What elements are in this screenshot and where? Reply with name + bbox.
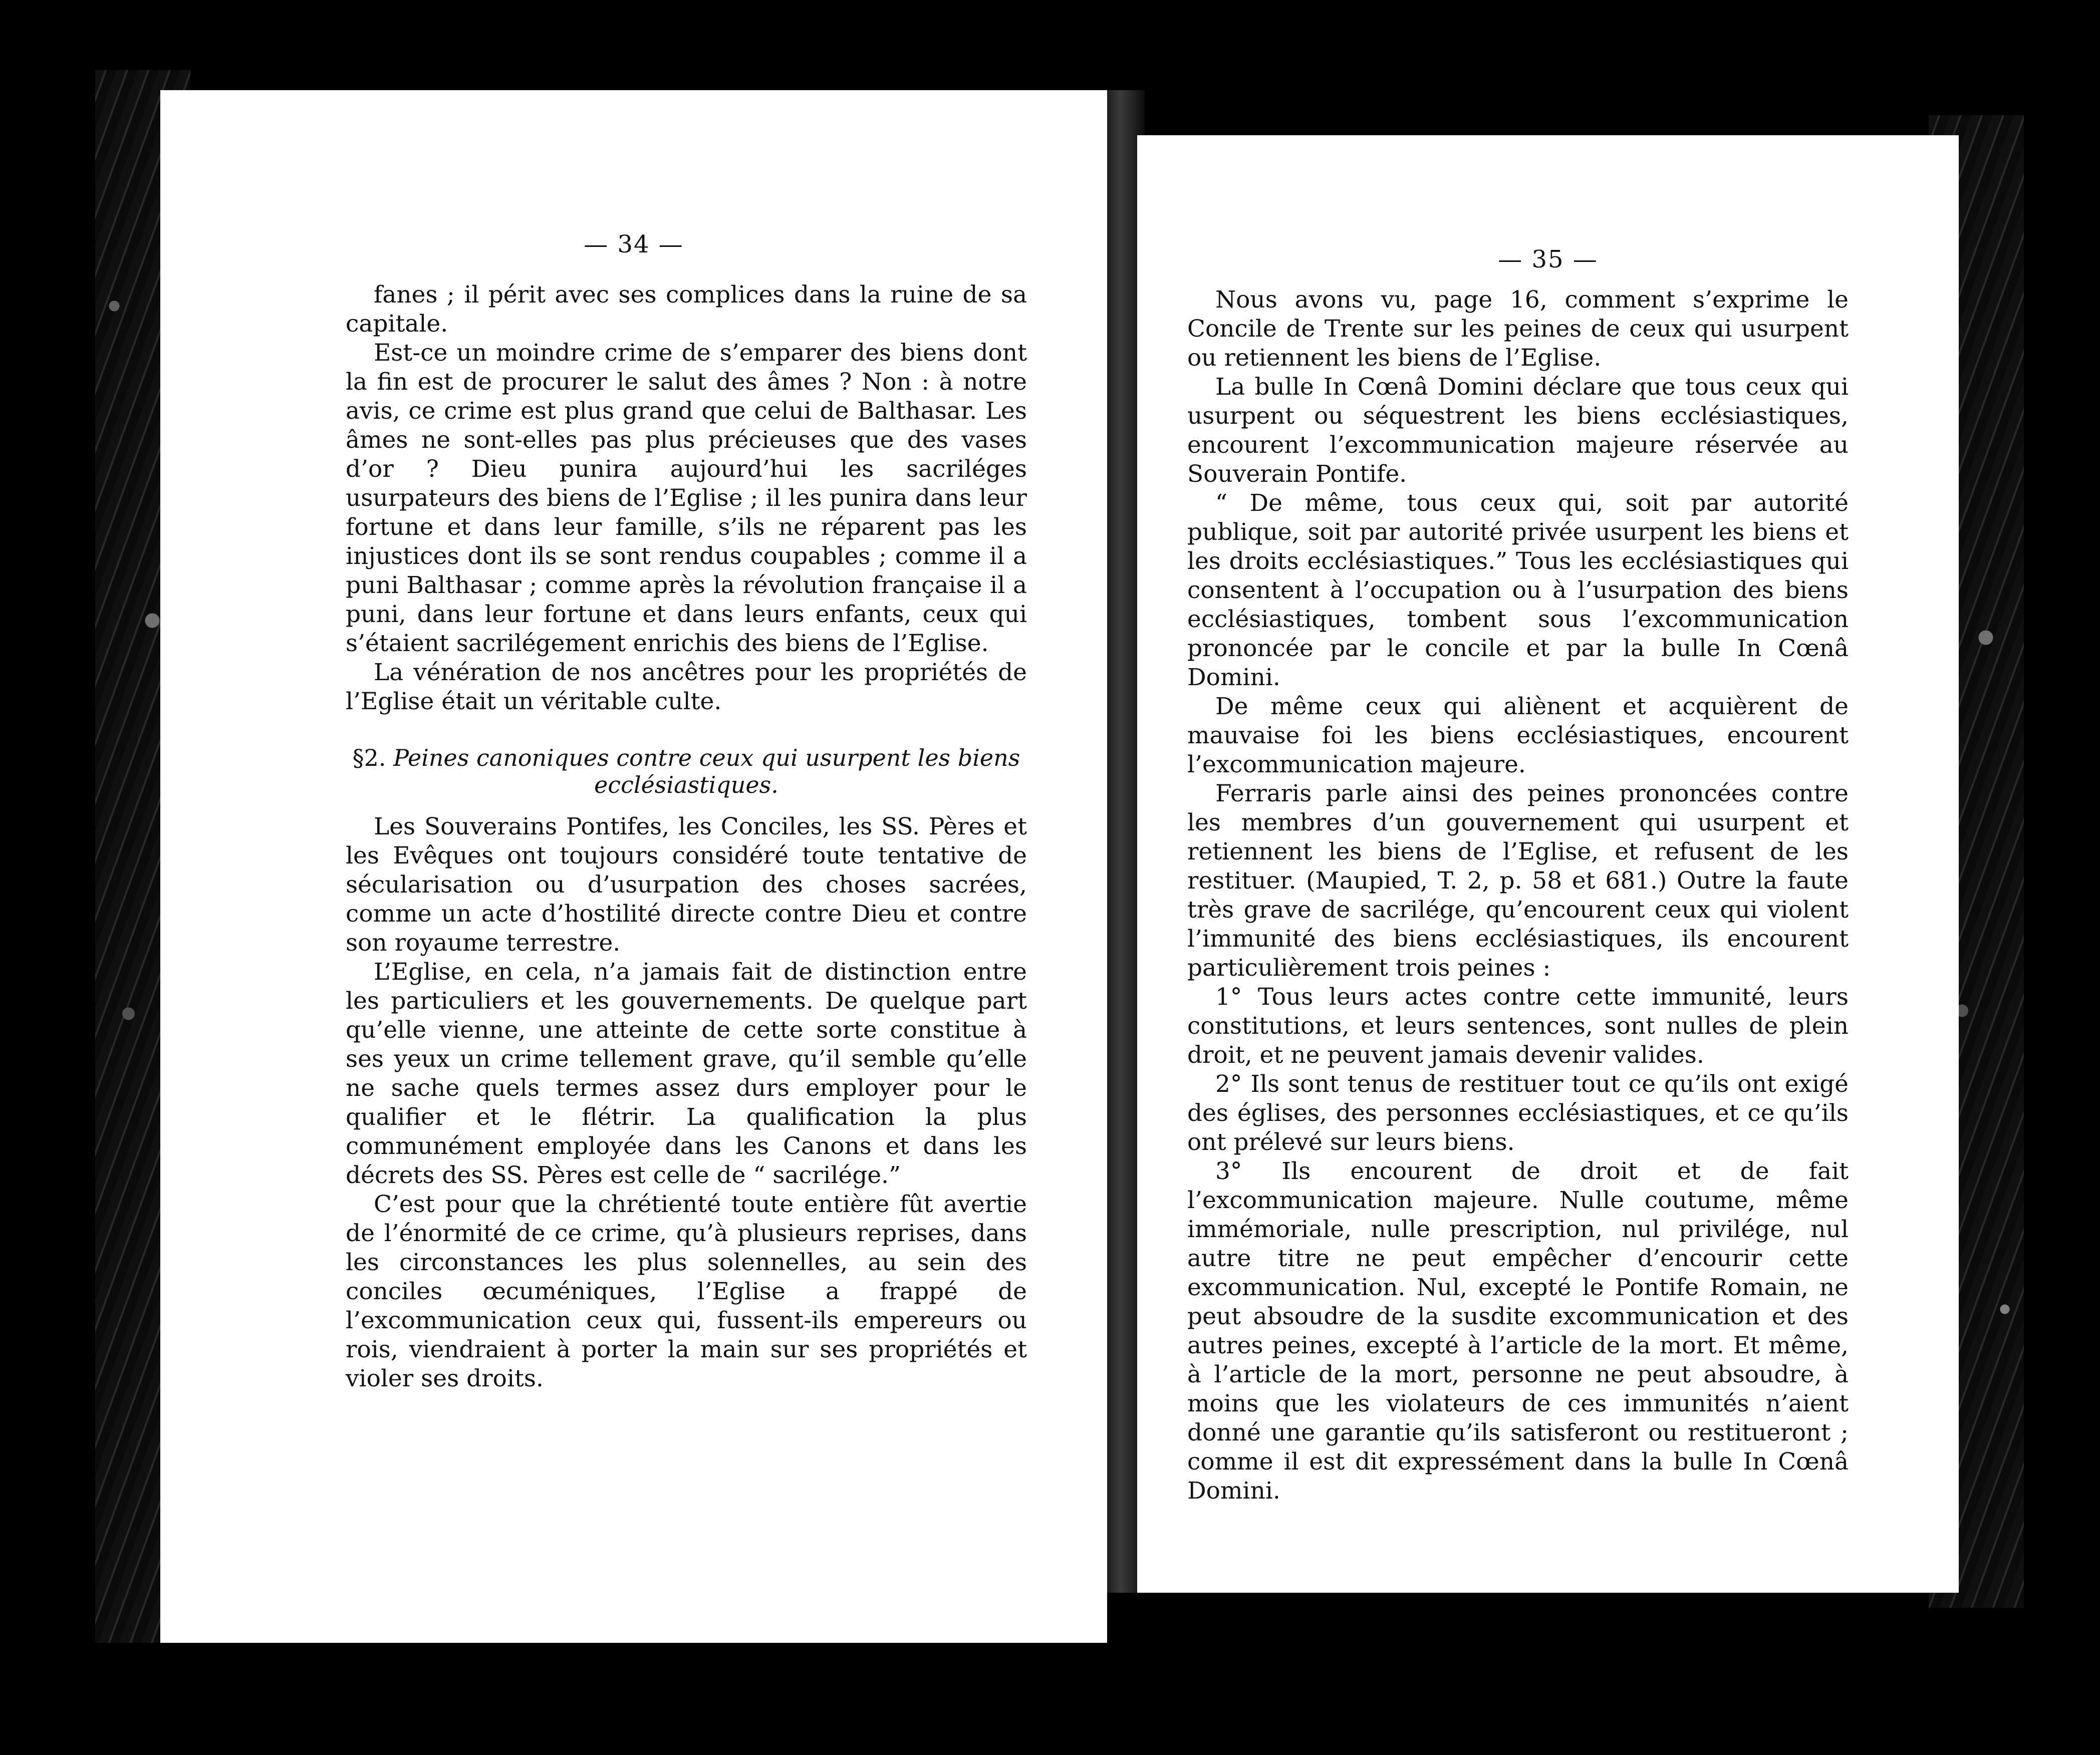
section-heading: [346, 744, 1027, 798]
section-title: Peines canoniques contre ceux qui usurpent les biens ecclésiastiques.: [393, 744, 1020, 798]
section-number: §2.: [352, 744, 386, 771]
right-page: [1137, 135, 1959, 1593]
right-paragraph-7: 2° Ils sont tenus de restituer tout ce qu’ils ont exigé des églises, des personnes ecclésiastiques, et ce qu’ils ont prélevé sur leurs biens.: [1187, 1070, 1849, 1156]
right-paragraph-3: “ De même, tous ceux qui, soit par autorité publique, soit par autorité privée usurpent les biens et les droits ecclésiastiques.” Tous les ecclésiastiques qui consentent à l’occupation ou à l’usurpation des biens ecclésiastiques, tombent sous l’excommunication prononcée par le concile et par la bulle In Cœnâ Domini.: [1187, 489, 1849, 691]
left-paragraph-6: C’est pour que la chrétienté toute entière fût avertie de l’énormité de ce crime, qu’à plusieurs reprises, dans les circonstances les plus solennelles, au sein des conciles œcuméniques, l’Eglise a frappé de l’excommunication ceux qui, fussent-ils empereurs ou rois, viendraient à porter la main sur ses propriétés et violer ses droits.: [346, 1191, 1027, 1392]
right-paragraph-5: Ferraris parle ainsi des peines prononcées contre les membres d’un gouvernement qui usurpent et retiennent les biens de l’Eglise, et refusent de les restituer. (Maupied, T. 2, p. 58 et 681.) Outre la faute très grave de sacrilége, qu’encourent ceux qui violent l’immunité des biens ecclésiastiques, ils encourent particulièrement trois peines :: [1187, 780, 1849, 982]
left-paragraph-4: Les Souverains Pontifes, les Conciles, les SS. Pères et les Evêques ont toujours considéré toute tentative de sécularisation ou d’usurpation des choses sacrées, comme un acte d’hostilité directe contre Dieu et contre son royaume terrestre.: [346, 813, 1027, 957]
left-page-text: [346, 280, 1027, 1393]
left-paragraph-1: fanes ; il périt avec ses complices dans la ruine de sa capitale.: [346, 281, 1027, 338]
left-paragraph-5: L’Eglise, en cela, n’a jamais fait de distinction entre les particuliers et les gouvernements. De quelque part qu’elle vienne, une atteinte de cette sorte constitue à ses yeux un crime tellement grave, qu’il semble qu’elle ne sache quels termes assez durs employer pour le qualifier et le flétrir. La qualification la plus communément employée dans les Canons et dans les décrets des SS. Pères est celle de “ sacrilége.”: [346, 958, 1027, 1189]
right-paragraph-6: 1° Tous leurs actes contre cette immunité, leurs constitutions, et leurs sentences, sont nulles de plein droit, et ne peuvent jamais devenir valides.: [1187, 983, 1849, 1069]
left-paragraph-3: La vénération de nos ancêtres pour les propriétés de l’Eglise était un véritable culte.: [346, 659, 1027, 715]
left-page: [160, 90, 1107, 1643]
right-paragraph-4: De même ceux qui aliènent et acquièrent de mauvaise foi les biens ecclésiastiques, encourent l’excommunication majeure.: [1187, 693, 1849, 778]
right-page-text: [1187, 285, 1849, 1506]
left-paragraph-2: Est-ce un moindre crime de s’emparer des biens dont la fin est de procurer le salut des âmes ? Non : à notre avis, ce crime est plus grand que celui de Balthasar. Les âmes ne sont-elles pas plus précieuses que des vases d’or ? Dieu punira aujourd’hui les sacriléges usurpateurs des biens de l’Eglise ; il les punira dans leur fortune et dans leur famille, s’ils ne réparent pas les injustices dont ils se sont rendus coupables ; comme il a puni Balthasar ; comme après la révolution française il a puni, dans leur fortune et dans leurs enfants, ceux qui s’étaient sacrilégement enrichis des biens de l’Eglise.: [346, 339, 1027, 657]
right-paragraph-1: Nous avons vu, page 16, comment s’exprime le Concile de Trente sur les peines de ceux qui usurpent ou retiennent les biens de l’Eglise.: [1187, 286, 1849, 372]
right-page-number: — 35 —: [1498, 245, 1598, 273]
left-page-number: — 34 —: [584, 230, 684, 258]
right-paragraph-8: 3° Ils encourent de droit et de fait l’excommunication majeure. Nulle coutume, même immémoriale, nulle prescription, nul privilége, nul autre titre ne peut empêcher d’encourir cette excommunication. Nul, excepté le Pontife Romain, ne peut absoudre de la susdite excommunication et des autres peines, excepté à l’article de la mort. Et même, à l’article de la mort, personne ne peut absoudre, à moins que les violateurs de ces immunités n’aient donné une garantie qu’ils satisferont ou restitueront ; comme il est dit expressément dans la bulle In Cœnâ Domini.: [1187, 1157, 1849, 1505]
right-paragraph-2: La bulle In Cœnâ Domini déclare que tous ceux qui usurpent ou séquestrent les biens ecclésiastiques, encourent l’excommunication majeure réservée au Souverain Pontife.: [1187, 373, 1849, 488]
